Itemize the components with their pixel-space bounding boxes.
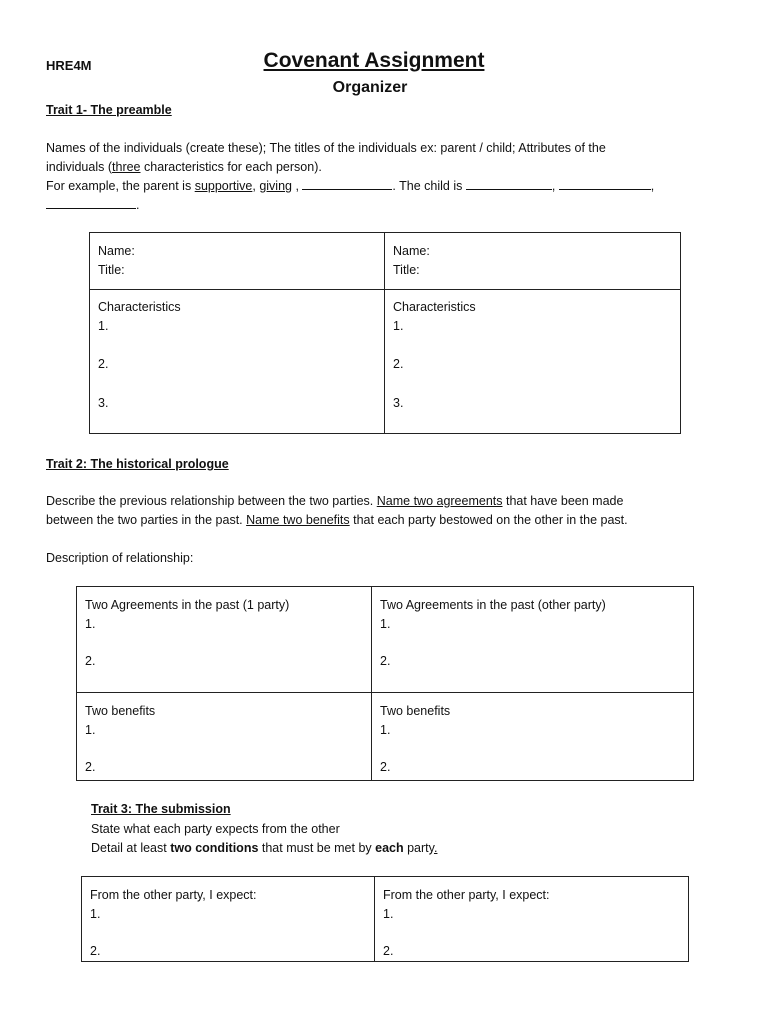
underlined-text: three [112,160,141,174]
text: individuals ( [46,160,113,174]
underlined-text: Name two benefits [246,513,350,527]
page-title: Covenant Assignment [263,49,485,72]
trait2-instructions [46,492,746,530]
text: that each party bestowed on the other in the past. [349,513,628,527]
item-number: 2. [380,654,391,668]
item-number: 2. [383,944,394,958]
trait1-table [89,232,681,434]
item-number: 1. [85,617,96,631]
item-number: 2. [380,760,391,774]
expect-label: From the other party, I expect: [383,888,550,902]
page-subtitle: Organizer [332,79,408,96]
underlined-text: supportive [194,179,253,193]
trait2-heading: Trait 2: The historical prologue [46,457,229,471]
trait1-example-line2 [46,196,746,215]
fill-blank[interactable] [46,197,136,209]
item-number: 2. [98,357,109,371]
course-code: HRE4M [46,58,92,73]
item-number: 1. [393,319,404,333]
text: that must be met by [258,841,376,855]
trait2-line2 [46,511,746,530]
name-label: Name: [98,244,135,258]
expectations-party2-cell[interactable] [375,877,689,962]
text: For example, the parent is [46,179,195,193]
text: characteristics for each person). [140,160,322,174]
trait2-table [76,586,694,781]
benefits-party2-cell[interactable] [372,693,694,781]
item-number: 1. [98,319,109,333]
underlined-text: . [433,841,438,855]
text: . The child is [392,179,466,193]
trait1-instr-line2 [46,158,746,177]
bold-text: each [375,841,404,855]
item-number: 2. [393,357,404,371]
title-label: Title: [98,263,125,277]
fill-blank[interactable] [302,178,392,190]
trait1-example-line [46,177,746,196]
item-number: 3. [98,396,109,410]
trait1-instructions [46,139,746,215]
title-label: Title: [393,263,420,277]
text: between the two parties in the past. [46,513,247,527]
person-a-name-cell[interactable] [90,233,385,290]
item-number: 1. [85,723,96,737]
person-b-characteristics-cell[interactable] [385,290,681,434]
underlined-text: Name two agreements [376,494,503,508]
bold-text: two conditions [170,841,259,855]
item-number: 2. [90,944,101,958]
trait3-instructions [91,820,711,858]
characteristics-label: Characteristics [98,300,181,314]
trait1-instr-line1: Names of the individuals (create these); The titles of the individuals ex: parent / child; Attributes of the [46,141,606,155]
item-number: 2. [85,654,96,668]
text: that have been made [502,494,624,508]
fill-blank[interactable] [559,178,651,190]
text: , [292,179,303,193]
name-label: Name: [393,244,430,258]
agreements-party1-cell[interactable] [77,587,372,693]
text: , [551,179,559,193]
trait3-heading: Trait 3: The submission [91,802,231,816]
fill-blank[interactable] [466,178,552,190]
item-number: 3. [393,396,404,410]
text: . [136,198,140,212]
description-label: Description of relationship: [46,551,194,565]
agreements-label: Two Agreements in the past (other party) [380,598,606,612]
expect-label: From the other party, I expect: [90,888,257,902]
trait3-line2 [91,839,711,858]
text: , [252,179,260,193]
item-number: 1. [380,723,391,737]
text: , [650,179,655,193]
text: Describe the previous relationship between the two parties. [46,494,377,508]
trait3-line1: State what each party expects from the other [91,822,340,836]
item-number: 1. [90,907,101,921]
item-number: 1. [383,907,394,921]
item-number: 2. [85,760,96,774]
agreements-party2-cell[interactable] [372,587,694,693]
benefits-party1-cell[interactable] [77,693,372,781]
expectations-party1-cell[interactable] [82,877,375,962]
item-number: 1. [380,617,391,631]
text: Detail at least [91,841,171,855]
trait1-heading: Trait 1- The preamble [46,103,172,117]
text: party [403,841,434,855]
trait2-line1 [46,492,746,511]
person-a-characteristics-cell[interactable] [90,290,385,434]
agreements-label: Two Agreements in the past (1 party) [85,598,290,612]
trait3-table [81,876,689,962]
benefits-label: Two benefits [380,704,451,718]
person-b-name-cell[interactable] [385,233,681,290]
underlined-text: giving [259,179,292,193]
characteristics-label: Characteristics [393,300,476,314]
benefits-label: Two benefits [85,704,156,718]
